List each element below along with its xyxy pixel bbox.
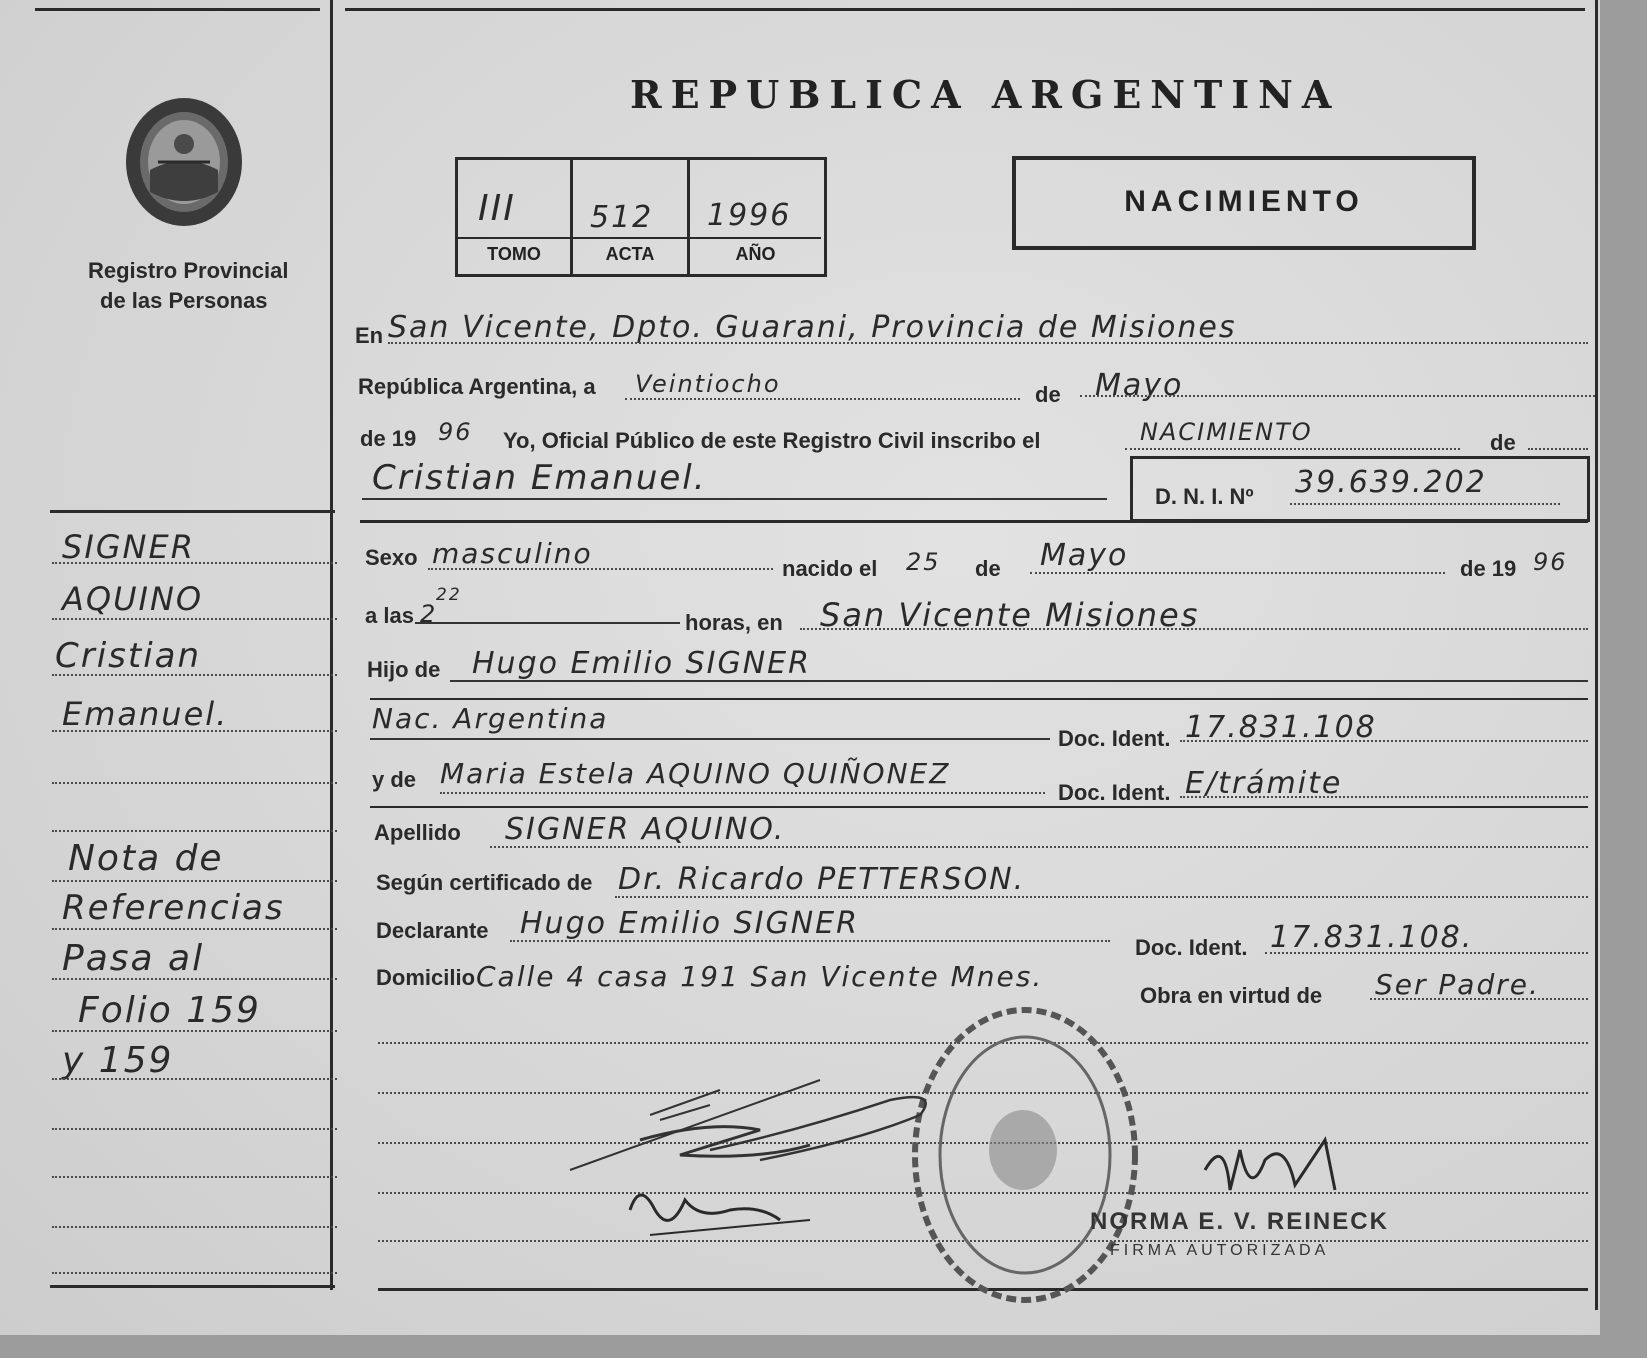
margin-note-2: Referencias [62, 888, 285, 928]
left-column-separator [50, 510, 335, 513]
father-line [450, 680, 1588, 682]
birth-month-line [1030, 572, 1445, 574]
declarante-doc: 17.831.108. [1270, 920, 1474, 955]
birth-hour: 2 [420, 600, 438, 628]
place-of-record: San Vicente, Dpto. Guarani, Provincia de Misiones [388, 310, 1237, 345]
margin-surname-2: AQUINO [62, 580, 204, 618]
signatory-name: NORMA E. V. REINECK [1090, 1208, 1389, 1235]
margin-line-3 [52, 674, 337, 676]
birth-month: Mayo [1040, 538, 1129, 573]
margin-note-1: Nota de [68, 838, 224, 879]
margin-given-1: Cristian [55, 636, 202, 676]
day-in-words: Veintiocho [635, 370, 781, 398]
hour-line [415, 622, 680, 624]
de-label-1: de [1035, 382, 1061, 407]
acta-label: ACTA [605, 244, 655, 264]
record-box-label-line [458, 237, 821, 239]
parents-rule [370, 806, 1588, 808]
margin-line-12 [52, 1128, 337, 1130]
dni-label: D. N. I. Nº [1155, 484, 1254, 509]
dni-line [1290, 503, 1560, 505]
acta-value: 512 [590, 200, 654, 235]
year-prefix-label: de 19 [360, 426, 417, 451]
mother-line [440, 792, 1045, 794]
left-column-divider [330, 0, 333, 1290]
tomo-value: III [478, 188, 516, 229]
margin-line-6 [52, 830, 337, 832]
signature-scribbles-icon [560, 1060, 980, 1260]
margin-note-4: Folio 159 [78, 990, 261, 1031]
top-border-right [345, 8, 1585, 11]
obra-value: Ser Padre. [1375, 968, 1540, 1001]
margin-given-2: Emanuel. [62, 695, 229, 733]
signatory-title: FIRMA AUTORIZADA [1110, 1242, 1330, 1259]
misiones-seal-icon [118, 92, 250, 232]
sexo-value: masculino [432, 537, 593, 570]
margin-note-5: y 159 [62, 1040, 174, 1081]
birth-minutes: 22 [436, 585, 462, 605]
ano-label: AÑO [735, 244, 776, 264]
birth-year-prefix: de 19 [1460, 556, 1517, 581]
margin-line-5 [52, 782, 337, 784]
father-rule [370, 698, 1588, 700]
margin-line-4 [52, 730, 337, 732]
day-line [625, 398, 1020, 400]
margin-line-2 [52, 618, 337, 620]
margin-line-14 [52, 1226, 337, 1228]
father-doc-line [1180, 740, 1588, 742]
margin-line-8 [52, 928, 337, 930]
doc-ident-label-2: Doc. Ident. [1058, 780, 1171, 805]
obra-line [1370, 998, 1588, 1000]
de-trailing-line [1528, 448, 1588, 450]
margin-line-15 [52, 1272, 337, 1274]
father-name: Hugo Emilio SIGNER [472, 646, 811, 681]
act-type-value: NACIMIENTO [1140, 418, 1313, 446]
declarante-label: Declarante [376, 918, 489, 943]
margin-line-10 [52, 1030, 337, 1032]
obra-label: Obra en virtud de [1140, 983, 1323, 1008]
apellido-value: SIGNER AQUINO. [505, 812, 786, 847]
domicilio-label: Domicilio [376, 965, 476, 990]
act-type-line [1125, 448, 1460, 450]
hijo-label: Hijo de [367, 657, 441, 682]
segun-label: Según certificado de [376, 870, 593, 895]
horas-label: horas, en [685, 610, 783, 635]
de-label-3: de [975, 556, 1001, 581]
country-title: REPUBLICA ARGENTINA [630, 72, 1341, 117]
year-suffix: 96 [438, 418, 473, 446]
margin-line-7 [52, 880, 337, 882]
birth-day: 25 [906, 548, 941, 576]
republica-label: República Argentina, a [358, 374, 596, 399]
yde-label: y de [372, 767, 417, 792]
birth-place-line [800, 628, 1588, 630]
dni-value: 39.639.202 [1295, 465, 1487, 500]
en-label: En [355, 323, 384, 348]
tomo-label: TOMO [487, 244, 541, 264]
segun-line [615, 896, 1588, 898]
margin-line-1 [52, 562, 337, 564]
doc-ident-label-3: Doc. Ident. [1135, 935, 1248, 960]
mother-name: Maria Estela AQUINO QUIÑONEZ [440, 757, 951, 790]
alas-label: a las [365, 603, 414, 628]
margin-line-11 [52, 1078, 337, 1080]
certifying-doctor: Dr. Ricardo PETTERSON. [618, 862, 1026, 897]
inscription-text: Yo, Oficial Público de este Registro Civil inscribo el [503, 428, 1041, 453]
father-doc: 17.831.108 [1185, 710, 1377, 745]
nacido-label: nacido el [782, 556, 878, 581]
apellido-line [490, 846, 1588, 848]
registry-name-line2: de las Personas [100, 288, 268, 313]
top-border-left [35, 8, 320, 11]
child-full-name: Cristian Emanuel. [372, 458, 707, 498]
mother-doc-line [1180, 796, 1588, 798]
doc-ident-label-1: Doc. Ident. [1058, 726, 1171, 751]
margin-line-9 [52, 978, 337, 980]
domicilio-value: Calle 4 casa 191 San Vicente Mnes. [476, 960, 1044, 993]
registry-name-line1: Registro Provincial [88, 258, 289, 283]
de-label-2: de [1490, 430, 1516, 455]
declarante-name: Hugo Emilio SIGNER [520, 906, 859, 941]
ano-value: 1996 [707, 198, 792, 233]
birth-year-suffix: 96 [1533, 548, 1568, 576]
right-border [1595, 0, 1598, 1310]
margin-line-13 [52, 1176, 337, 1178]
nationality-line [370, 738, 1050, 740]
declarante-doc-line [1265, 952, 1588, 954]
name-line [362, 498, 1107, 500]
month-of-record: Mayo [1095, 368, 1184, 403]
declarante-line [510, 940, 1110, 942]
en-line [388, 342, 1588, 344]
margin-note-3: Pasa al [62, 938, 205, 979]
record-type-label: NACIMIENTO [1124, 185, 1364, 218]
sexo-label: Sexo [365, 545, 418, 570]
mother-doc: E/trámite [1185, 766, 1343, 801]
birth-place: San Vicente Misiones [820, 596, 1200, 634]
father-nationality: Nac. Argentina [372, 702, 609, 735]
apellido-label: Apellido [374, 820, 461, 845]
header-divider [360, 520, 1588, 523]
left-column-bottom [50, 1285, 335, 1288]
month-line [1080, 395, 1595, 397]
margin-surname-1: SIGNER [62, 528, 195, 566]
sexo-line [428, 568, 773, 570]
